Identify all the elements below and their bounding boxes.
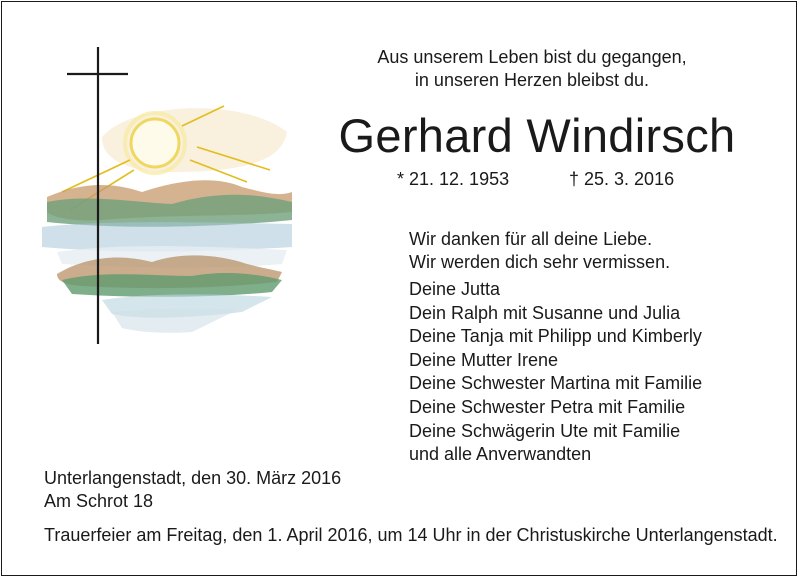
- mourner-line: Dein Ralph mit Susanne und Julia: [409, 302, 681, 323]
- obituary-frame: [1, 1, 797, 576]
- mourner-line: Deine Jutta: [409, 279, 501, 299]
- thanks-line: Wir danken für all deine Liebe.: [409, 229, 653, 249]
- mourner-line: und alle Anverwandten: [409, 444, 592, 465]
- place-date: Unterlangenstadt, den 30. März 2016: [44, 468, 342, 488]
- landscape-illustration: [42, 106, 292, 333]
- birth-date: * 21. 12. 1953: [397, 169, 510, 189]
- life-dates: [397, 167, 697, 191]
- address-block: [44, 467, 341, 513]
- sun-icon: [131, 119, 179, 167]
- motto-line-2: in unseren Herzen bleibst du.: [414, 70, 650, 90]
- deceased-name: Gerhard Windirsch: [338, 109, 736, 162]
- thanks-message: [409, 228, 670, 274]
- motto-line-1: Aus unserem Leben bist du gegangen,: [377, 47, 687, 67]
- memorial-illustration: [42, 42, 302, 347]
- death-date: † 25. 3. 2016: [569, 169, 675, 189]
- ceremony-notice: Trauerfeier am Freitag, den 1. April 2016, um 14 Uhr in der Christuskirche Unterlangenstadt.: [44, 525, 778, 545]
- street-address: Am Schrot 18: [44, 491, 154, 511]
- motto: [332, 46, 732, 92]
- thanks-line: Wir werden dich sehr vermissen.: [409, 252, 671, 272]
- mourner-line: Deine Mutter Irene: [409, 349, 559, 370]
- mourner-line: Deine Schwester Petra mit Familie: [409, 396, 686, 417]
- mourner-line: Deine Tanja mit Philipp und Kimberly: [409, 326, 702, 347]
- mourners-list: [409, 278, 702, 467]
- mourner-line: Deine Schwägerin Ute mit Familie: [409, 420, 681, 441]
- mourner-line: Deine Schwester Martina mit Familie: [409, 373, 703, 394]
